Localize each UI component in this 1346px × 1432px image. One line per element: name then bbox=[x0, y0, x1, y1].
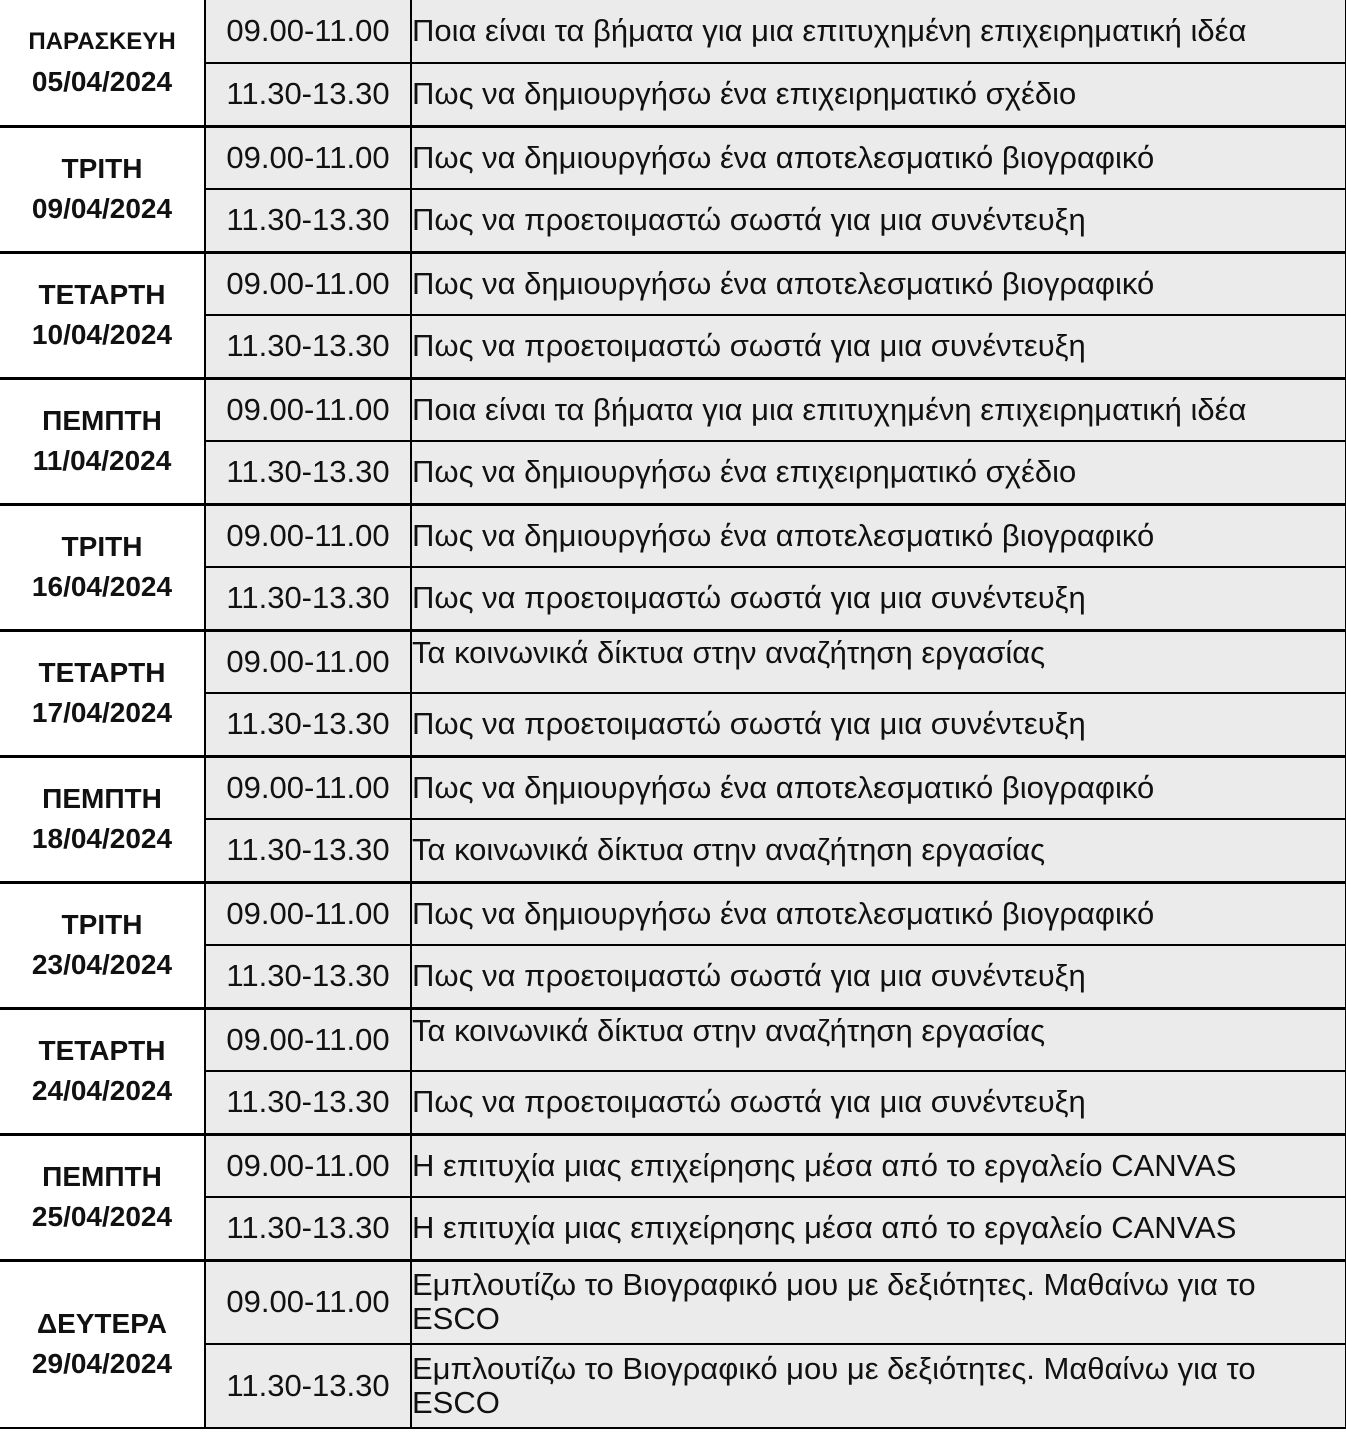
date-label: 18/04/2024 bbox=[31, 823, 173, 854]
table-row bbox=[0, 756, 1346, 819]
time-cell: 11.30-13.30 bbox=[205, 441, 411, 504]
table-row bbox=[0, 504, 1346, 567]
time-cell: 09.00-11.00 bbox=[205, 378, 411, 441]
table-row bbox=[0, 378, 1346, 441]
time-cell: 09.00-11.00 bbox=[205, 126, 411, 189]
topic-cell: Ποια είναι τα βήματα για μια επιτυχημένη επιχειρηματική ιδέα bbox=[411, 378, 1346, 441]
topic-cell: Ποια είναι τα βήματα για μια επιτυχημένη επιχειρηματική ιδέα bbox=[411, 0, 1346, 63]
topic-cell: Πως να δημιουργήσω ένα επιχειρηματικό σχέδιο bbox=[411, 63, 1346, 126]
date-label: 29/04/2024 bbox=[31, 1348, 173, 1380]
topic-cell: Πως να προετοιμαστώ σωστά για μια συνέντευξη bbox=[411, 693, 1346, 756]
day-cell bbox=[0, 504, 205, 630]
time-cell: 11.30-13.30 bbox=[205, 63, 411, 126]
time-cell: 09.00-11.00 bbox=[205, 756, 411, 819]
weekday-label: ΤΕΤΑΡΤΗ bbox=[38, 1035, 166, 1066]
table-row bbox=[0, 126, 1346, 189]
time-cell: 09.00-11.00 bbox=[205, 1008, 411, 1071]
date-label: 05/04/2024 bbox=[31, 66, 173, 98]
weekday-label: ΤΕΤΑΡΤΗ bbox=[38, 279, 166, 310]
topic-cell: Πως να δημιουργήσω ένα επιχειρηματικό σχέδιο bbox=[411, 441, 1346, 504]
weekday-label: ΤΕΤΑΡΤΗ bbox=[38, 657, 166, 688]
date-label: 11/04/2024 bbox=[32, 445, 172, 476]
topic-cell: Εμπλουτίζω το Βιογραφικό μου με δεξιότητες. Μαθαίνω για το ESCO bbox=[411, 1344, 1346, 1428]
topic-cell: Πως να προετοιμαστώ σωστά για μια συνέντευξη bbox=[411, 1071, 1346, 1134]
day-cell bbox=[0, 756, 205, 882]
day-cell bbox=[0, 1134, 205, 1260]
day-cell bbox=[0, 378, 205, 504]
time-cell: 09.00-11.00 bbox=[205, 0, 411, 63]
time-cell: 11.30-13.30 bbox=[205, 1071, 411, 1134]
table-row bbox=[0, 252, 1346, 315]
weekday-label: ΤΡΙΤΗ bbox=[61, 531, 143, 562]
topic-cell: Πως να προετοιμαστώ σωστά για μια συνέντευξη bbox=[411, 567, 1346, 630]
date-label: 16/04/2024 bbox=[31, 571, 173, 602]
topic-cell: Πως να δημιουργήσω ένα αποτελεσματικό βιογραφικό bbox=[411, 126, 1346, 189]
table-row bbox=[0, 1260, 1346, 1344]
topic-cell: Τα κοινωνικά δίκτυα στην αναζήτηση εργασίας bbox=[411, 819, 1346, 882]
topic-cell: Τα κοινωνικά δίκτυα στην αναζήτηση εργασίας bbox=[411, 630, 1346, 693]
topic-cell: Πως να δημιουργήσω ένα αποτελεσματικό βιογραφικό bbox=[411, 252, 1346, 315]
time-cell: 09.00-11.00 bbox=[205, 1260, 411, 1344]
time-cell: 09.00-11.00 bbox=[205, 252, 411, 315]
topic-cell: Πως να προετοιμαστώ σωστά για μια συνέντευξη bbox=[411, 945, 1346, 1008]
table-row bbox=[0, 630, 1346, 693]
day-cell bbox=[0, 1260, 205, 1428]
weekday-label: ΔΕΥΤΕΡΑ bbox=[36, 1308, 168, 1340]
time-cell: 09.00-11.00 bbox=[205, 1134, 411, 1197]
time-cell: 11.30-13.30 bbox=[205, 189, 411, 252]
table-row bbox=[0, 1008, 1346, 1071]
date-label: 24/04/2024 bbox=[31, 1075, 173, 1106]
time-cell: 11.30-13.30 bbox=[205, 945, 411, 1008]
table-row bbox=[0, 882, 1346, 945]
weekday-label: ΠΕΜΠΤΗ bbox=[42, 1161, 162, 1192]
day-cell bbox=[0, 252, 205, 378]
date-label: 23/04/2024 bbox=[31, 949, 173, 980]
time-cell: 11.30-13.30 bbox=[205, 1344, 411, 1428]
time-cell: 11.30-13.30 bbox=[205, 1197, 411, 1260]
day-cell bbox=[0, 126, 205, 252]
topic-cell: Η επιτυχία μιας επιχείρησης μέσα από το εργαλείο CANVAS bbox=[411, 1197, 1346, 1260]
day-cell bbox=[0, 1008, 205, 1134]
weekday-label: ΤΡΙΤΗ bbox=[61, 153, 143, 184]
topic-cell: Πως να προετοιμαστώ σωστά για μια συνέντευξη bbox=[411, 189, 1346, 252]
topic-cell: Τα κοινωνικά δίκτυα στην αναζήτηση εργασίας bbox=[411, 1008, 1346, 1071]
table-row bbox=[0, 1134, 1346, 1197]
time-cell: 09.00-11.00 bbox=[205, 504, 411, 567]
weekday-label: ΠΕΜΠΤΗ bbox=[42, 405, 162, 436]
day-cell bbox=[0, 0, 205, 126]
topic-cell: Πως να δημιουργήσω ένα αποτελεσματικό βιογραφικό bbox=[411, 504, 1346, 567]
time-cell: 09.00-11.00 bbox=[205, 882, 411, 945]
day-cell bbox=[0, 882, 205, 1008]
weekday-label: ΤΡΙΤΗ bbox=[61, 909, 143, 940]
date-label: 25/04/2024 bbox=[31, 1201, 173, 1232]
date-label: 09/04/2024 bbox=[31, 193, 173, 224]
weekday-label: ΠΕΜΠΤΗ bbox=[42, 783, 162, 814]
time-cell: 09.00-11.00 bbox=[205, 630, 411, 693]
topic-cell: Πως να δημιουργήσω ένα αποτελεσματικό βιογραφικό bbox=[411, 756, 1346, 819]
topic-cell: Η επιτυχία μιας επιχείρησης μέσα από το εργαλείο CANVAS bbox=[411, 1134, 1346, 1197]
weekday-label: ΠΑΡΑΣΚΕΥΗ bbox=[28, 28, 176, 56]
topic-cell: Πως να προετοιμαστώ σωστά για μια συνέντευξη bbox=[411, 315, 1346, 378]
time-cell: 11.30-13.30 bbox=[205, 819, 411, 882]
topic-cell: Εμπλουτίζω το Βιογραφικό μου με δεξιότητες. Μαθαίνω για το ESCO bbox=[411, 1260, 1346, 1344]
time-cell: 11.30-13.30 bbox=[205, 693, 411, 756]
time-cell: 11.30-13.30 bbox=[205, 315, 411, 378]
time-cell: 11.30-13.30 bbox=[205, 567, 411, 630]
topic-cell: Πως να δημιουργήσω ένα αποτελεσματικό βιογραφικό bbox=[411, 882, 1346, 945]
day-cell bbox=[0, 630, 205, 756]
date-label: 17/04/2024 bbox=[31, 697, 173, 728]
date-label: 10/04/2024 bbox=[31, 319, 173, 350]
table-row bbox=[0, 0, 1346, 63]
